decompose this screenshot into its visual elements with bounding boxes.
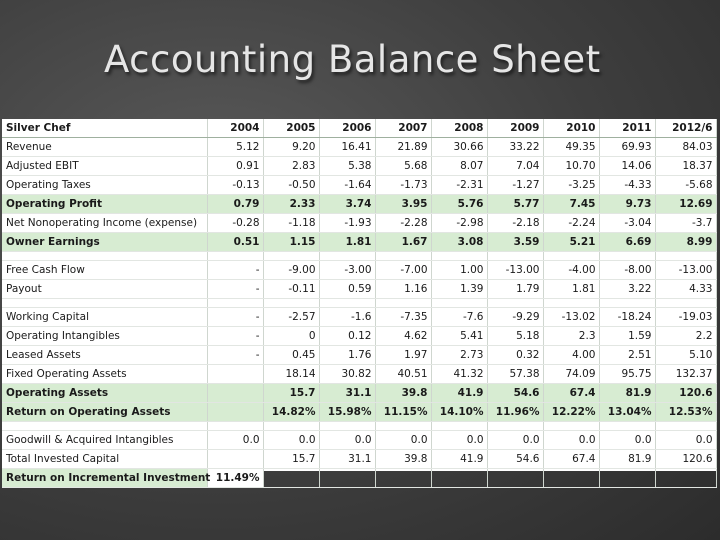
value-cell (431, 469, 487, 488)
row-label: Fixed Operating Assets (2, 365, 207, 384)
table-row (2, 346, 716, 365)
empty-cell (319, 252, 375, 261)
value-cell: 41.9 (431, 450, 487, 469)
value-cell: 0.0 (263, 431, 319, 450)
value-cell: 95.75 (599, 365, 655, 384)
year-header: 2012/6 (655, 119, 716, 138)
row-label: Return on Incremental Investment (2, 469, 207, 488)
value-cell: 3.95 (375, 195, 431, 214)
row-label: Operating Profit (2, 195, 207, 214)
value-cell: -2.28 (375, 214, 431, 233)
value-cell: 81.9 (599, 384, 655, 403)
value-cell: 0.59 (319, 280, 375, 299)
empty-cell (487, 299, 543, 308)
value-cell: - (207, 261, 263, 280)
value-cell: 11.15% (375, 403, 431, 422)
row-label: Return on Operating Assets (2, 403, 207, 422)
value-cell: - (207, 308, 263, 327)
value-cell: 41.9 (431, 384, 487, 403)
value-cell: 81.9 (599, 450, 655, 469)
value-cell: -13.02 (543, 308, 599, 327)
empty-cell (543, 252, 599, 261)
value-cell: 54.6 (487, 384, 543, 403)
value-cell: 11.49% (207, 469, 263, 488)
empty-cell (487, 252, 543, 261)
value-cell: -2.98 (431, 214, 487, 233)
value-cell: -3.25 (543, 176, 599, 195)
value-cell: 21.89 (375, 138, 431, 157)
empty-cell (599, 252, 655, 261)
value-cell: 16.41 (319, 138, 375, 157)
value-cell: 2.2 (655, 327, 716, 346)
value-cell: 39.8 (375, 450, 431, 469)
value-cell: -1.6 (319, 308, 375, 327)
row-label: Operating Intangibles (2, 327, 207, 346)
value-cell: 1.16 (375, 280, 431, 299)
table-row (2, 280, 716, 299)
value-cell: 0.12 (319, 327, 375, 346)
year-header: 2007 (375, 119, 431, 138)
empty-cell (431, 299, 487, 308)
value-cell: -1.93 (319, 214, 375, 233)
value-cell: 15.98% (319, 403, 375, 422)
value-cell: 9.20 (263, 138, 319, 157)
table-row (2, 195, 716, 214)
value-cell: 40.51 (375, 365, 431, 384)
table-row (2, 450, 716, 469)
value-cell: - (207, 280, 263, 299)
empty-cell (2, 299, 207, 308)
value-cell: 10.70 (543, 157, 599, 176)
row-label: Owner Earnings (2, 233, 207, 252)
value-cell: 0.0 (431, 431, 487, 450)
empty-cell (431, 422, 487, 431)
value-cell: 18.37 (655, 157, 716, 176)
value-cell: 12.53% (655, 403, 716, 422)
value-cell: -1.64 (319, 176, 375, 195)
empty-cell (263, 252, 319, 261)
empty-cell (487, 422, 543, 431)
table-row (2, 157, 716, 176)
value-cell: -4.33 (599, 176, 655, 195)
value-cell: 12.22% (543, 403, 599, 422)
value-cell: -2.18 (487, 214, 543, 233)
value-cell: 31.1 (319, 450, 375, 469)
value-cell: 4.33 (655, 280, 716, 299)
value-cell (263, 469, 319, 488)
empty-cell (543, 299, 599, 308)
table-row (2, 308, 716, 327)
value-cell: 6.69 (599, 233, 655, 252)
value-cell: 1.79 (487, 280, 543, 299)
empty-cell (655, 422, 716, 431)
value-cell: 14.10% (431, 403, 487, 422)
value-cell: 0.32 (487, 346, 543, 365)
value-cell: -7.35 (375, 308, 431, 327)
value-cell: 120.6 (655, 384, 716, 403)
value-cell: -2.24 (543, 214, 599, 233)
value-cell: 69.93 (599, 138, 655, 157)
empty-cell (375, 299, 431, 308)
value-cell: 1.81 (543, 280, 599, 299)
value-cell: 33.22 (487, 138, 543, 157)
company-header: Silver Chef (2, 119, 207, 138)
value-cell: 0.45 (263, 346, 319, 365)
value-cell: 1.67 (375, 233, 431, 252)
value-cell: 67.4 (543, 450, 599, 469)
value-cell: -19.03 (655, 308, 716, 327)
value-cell: 2.33 (263, 195, 319, 214)
table-row (2, 365, 716, 384)
value-cell: 120.6 (655, 450, 716, 469)
value-cell: 3.59 (487, 233, 543, 252)
value-cell (207, 384, 263, 403)
empty-cell (655, 252, 716, 261)
value-cell: -0.13 (207, 176, 263, 195)
value-cell: 5.76 (431, 195, 487, 214)
value-cell: 0.0 (543, 431, 599, 450)
value-cell (207, 403, 263, 422)
empty-cell (375, 422, 431, 431)
value-cell: 0.0 (599, 431, 655, 450)
value-cell: 11.96% (487, 403, 543, 422)
value-cell: 8.99 (655, 233, 716, 252)
value-cell: 67.4 (543, 384, 599, 403)
value-cell: 13.04% (599, 403, 655, 422)
table-row (2, 233, 716, 252)
table-row (2, 431, 716, 450)
value-cell: -0.28 (207, 214, 263, 233)
value-cell: -0.50 (263, 176, 319, 195)
year-header: 2010 (543, 119, 599, 138)
value-cell: 0.79 (207, 195, 263, 214)
value-cell: -2.31 (431, 176, 487, 195)
value-cell: 1.00 (431, 261, 487, 280)
value-cell: -9.29 (487, 308, 543, 327)
value-cell: -7.00 (375, 261, 431, 280)
value-cell: 0.51 (207, 233, 263, 252)
empty-cell (263, 422, 319, 431)
value-cell (655, 469, 716, 488)
year-header: 2004 (207, 119, 263, 138)
value-cell: 2.51 (599, 346, 655, 365)
empty-cell (543, 422, 599, 431)
empty-cell (319, 422, 375, 431)
value-cell: -3.7 (655, 214, 716, 233)
value-cell: 5.38 (319, 157, 375, 176)
value-cell: 132.37 (655, 365, 716, 384)
spacer-row (2, 299, 716, 308)
value-cell: 0.0 (487, 431, 543, 450)
empty-cell (2, 422, 207, 431)
table-row (2, 384, 716, 403)
value-cell: -13.00 (655, 261, 716, 280)
year-header: 2009 (487, 119, 543, 138)
value-cell: -7.6 (431, 308, 487, 327)
value-cell: 0.91 (207, 157, 263, 176)
empty-cell (207, 252, 263, 261)
value-cell: 12.69 (655, 195, 716, 214)
value-cell: 0.0 (655, 431, 716, 450)
year-header: 2006 (319, 119, 375, 138)
value-cell: -2.57 (263, 308, 319, 327)
row-label: Net Nonoperating Income (expense) (2, 214, 207, 233)
value-cell: 7.45 (543, 195, 599, 214)
value-cell (375, 469, 431, 488)
row-label: Adjusted EBIT (2, 157, 207, 176)
value-cell: 0.0 (375, 431, 431, 450)
value-cell: 31.1 (319, 384, 375, 403)
value-cell: 30.66 (431, 138, 487, 157)
year-header: 2005 (263, 119, 319, 138)
value-cell: 2.73 (431, 346, 487, 365)
empty-cell (207, 422, 263, 431)
value-cell: 0 (263, 327, 319, 346)
table-row (2, 469, 716, 488)
value-cell: -3.04 (599, 214, 655, 233)
value-cell (207, 365, 263, 384)
value-cell: -1.73 (375, 176, 431, 195)
value-cell: 1.39 (431, 280, 487, 299)
value-cell: 4.62 (375, 327, 431, 346)
empty-cell (207, 299, 263, 308)
value-cell: -1.27 (487, 176, 543, 195)
table-row (2, 176, 716, 195)
table-row (2, 327, 716, 346)
row-label: Leased Assets (2, 346, 207, 365)
value-cell: 18.14 (263, 365, 319, 384)
table-row (2, 214, 716, 233)
value-cell (543, 469, 599, 488)
value-cell: -4.00 (543, 261, 599, 280)
table-row (2, 138, 716, 157)
value-cell: 15.7 (263, 384, 319, 403)
value-cell (319, 469, 375, 488)
value-cell: 5.68 (375, 157, 431, 176)
empty-cell (319, 299, 375, 308)
value-cell: -8.00 (599, 261, 655, 280)
value-cell: 0.0 (319, 431, 375, 450)
table-row (2, 261, 716, 280)
value-cell: 1.15 (263, 233, 319, 252)
spacer-row (2, 422, 716, 431)
table-row (2, 403, 716, 422)
value-cell: -5.68 (655, 176, 716, 195)
value-cell: 3.22 (599, 280, 655, 299)
value-cell: 4.00 (543, 346, 599, 365)
row-label: Total Invested Capital (2, 450, 207, 469)
value-cell: -18.24 (599, 308, 655, 327)
row-label: Free Cash Flow (2, 261, 207, 280)
value-cell: 8.07 (431, 157, 487, 176)
value-cell: 5.41 (431, 327, 487, 346)
row-label: Operating Taxes (2, 176, 207, 195)
value-cell: -3.00 (319, 261, 375, 280)
value-cell: 0.0 (207, 431, 263, 450)
value-cell: 5.10 (655, 346, 716, 365)
row-label: Goodwill & Acquired Intangibles (2, 431, 207, 450)
empty-cell (263, 299, 319, 308)
row-label: Payout (2, 280, 207, 299)
value-cell: 5.12 (207, 138, 263, 157)
value-cell: 1.81 (319, 233, 375, 252)
value-cell: 39.8 (375, 384, 431, 403)
balance-sheet-table (2, 119, 717, 488)
row-label: Revenue (2, 138, 207, 157)
value-cell: 49.35 (543, 138, 599, 157)
balance-sheet-frame (2, 119, 716, 484)
value-cell: 3.74 (319, 195, 375, 214)
value-cell: 74.09 (543, 365, 599, 384)
value-cell: 41.32 (431, 365, 487, 384)
empty-cell (655, 299, 716, 308)
year-header: 2011 (599, 119, 655, 138)
spacer-row (2, 252, 716, 261)
value-cell: 14.06 (599, 157, 655, 176)
value-cell (487, 469, 543, 488)
value-cell: 30.82 (319, 365, 375, 384)
slide-title: Accounting Balance Sheet (104, 38, 601, 81)
value-cell: 14.82% (263, 403, 319, 422)
value-cell: 2.83 (263, 157, 319, 176)
empty-cell (2, 252, 207, 261)
value-cell: 5.21 (543, 233, 599, 252)
value-cell (599, 469, 655, 488)
value-cell: 15.7 (263, 450, 319, 469)
value-cell: - (207, 346, 263, 365)
value-cell: 9.73 (599, 195, 655, 214)
value-cell: -1.18 (263, 214, 319, 233)
value-cell: 1.97 (375, 346, 431, 365)
header-row (2, 119, 716, 138)
empty-cell (599, 299, 655, 308)
row-label: Operating Assets (2, 384, 207, 403)
value-cell: 54.6 (487, 450, 543, 469)
row-label: Working Capital (2, 308, 207, 327)
value-cell: 5.18 (487, 327, 543, 346)
empty-cell (431, 252, 487, 261)
value-cell: 3.08 (431, 233, 487, 252)
year-header: 2008 (431, 119, 487, 138)
value-cell: 57.38 (487, 365, 543, 384)
value-cell: -13.00 (487, 261, 543, 280)
value-cell: 1.59 (599, 327, 655, 346)
value-cell: 7.04 (487, 157, 543, 176)
table-body (2, 119, 716, 488)
value-cell: 1.76 (319, 346, 375, 365)
value-cell (207, 450, 263, 469)
value-cell: -9.00 (263, 261, 319, 280)
value-cell: 5.77 (487, 195, 543, 214)
empty-cell (375, 252, 431, 261)
value-cell: -0.11 (263, 280, 319, 299)
value-cell: 84.03 (655, 138, 716, 157)
empty-cell (599, 422, 655, 431)
value-cell: 2.3 (543, 327, 599, 346)
value-cell: - (207, 327, 263, 346)
